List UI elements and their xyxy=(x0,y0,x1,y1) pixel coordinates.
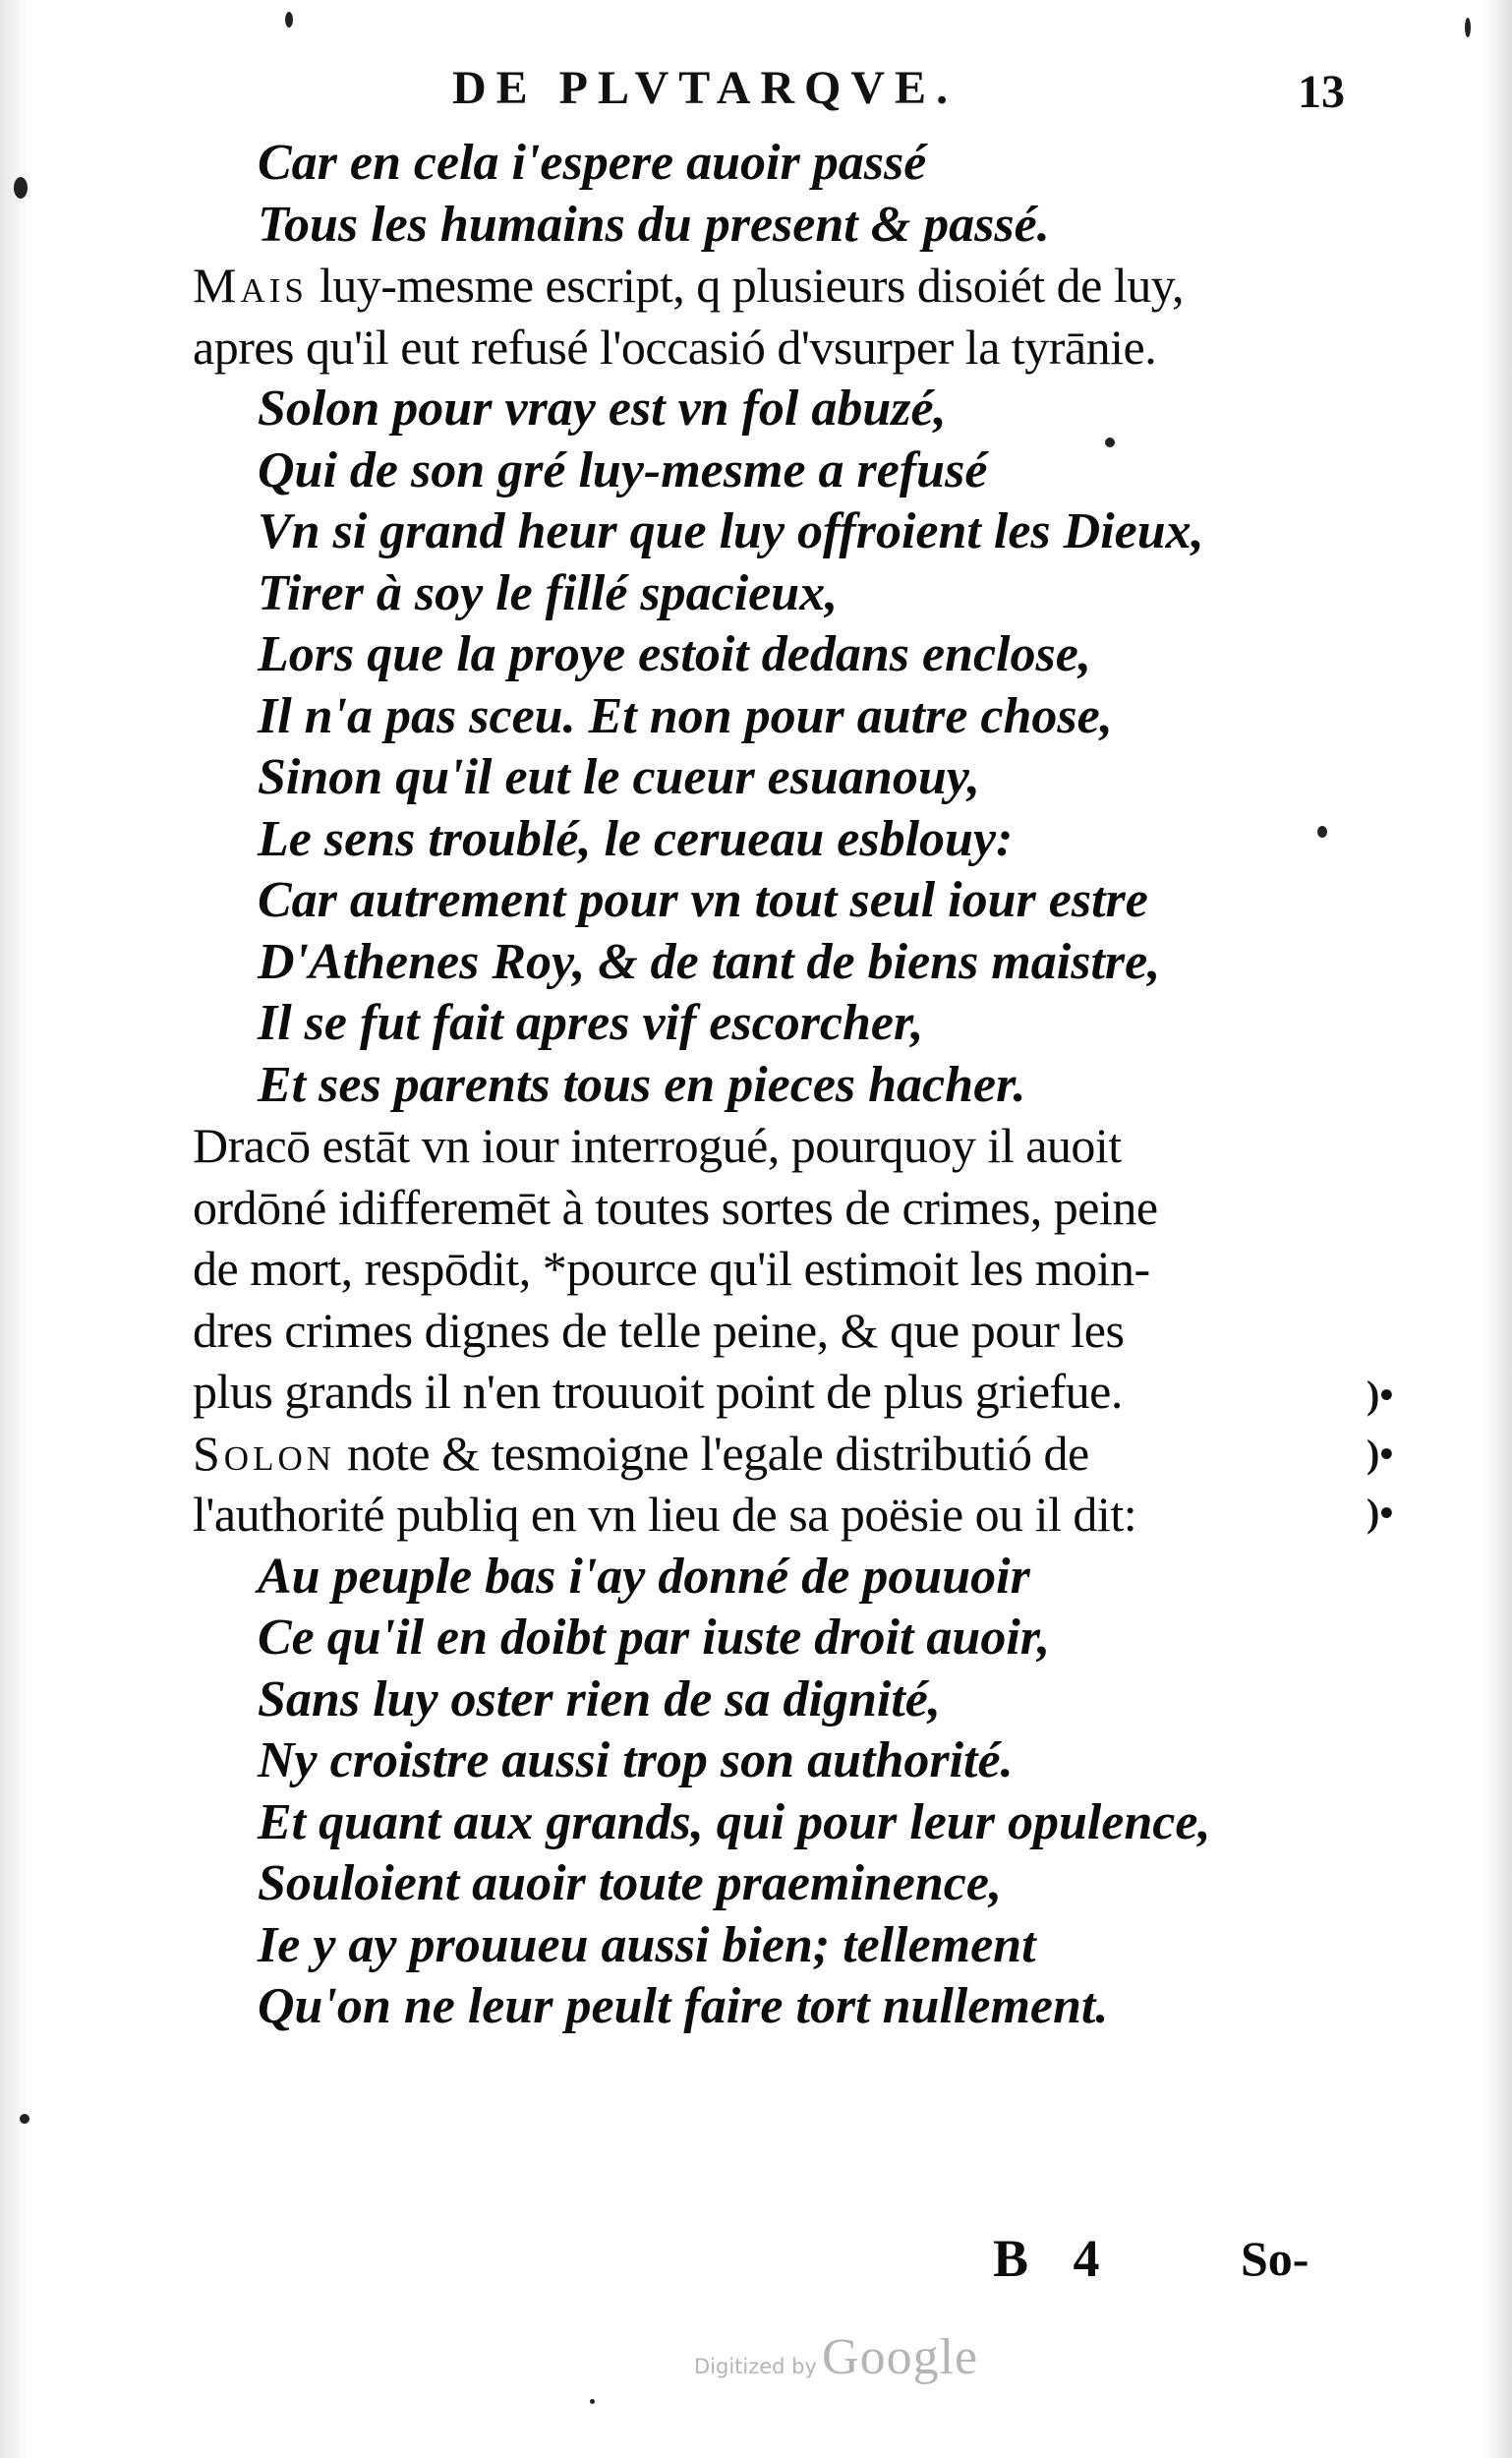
line-text: Vn si grand heur que luy offroient les Dieux, xyxy=(258,503,1204,559)
prose-line xyxy=(193,319,1157,375)
verse-line xyxy=(258,1056,1026,1113)
line-text: Ny croistre aussi trop son authorité. xyxy=(258,1732,1014,1788)
verse-line xyxy=(258,1978,1109,2034)
verse-line xyxy=(258,1732,1014,1788)
google-logo: Google xyxy=(822,2329,979,2385)
line-text: Le sens troublé, le cerueau esblouy: xyxy=(258,810,1014,867)
line-text: Tous les humains du present & passé. xyxy=(258,196,1050,253)
line-text: Il n'a pas sceu. Et non pour autre chose, xyxy=(258,687,1113,744)
line-text: Ie y ay prouueu aussi bien; tellement xyxy=(258,1916,1036,1973)
line-text: ordōné idifferemēt à toutes sortes de crimes, peine xyxy=(193,1179,1158,1235)
line-text: apres qu'il eut refusé l'occasió d'vsurper la tyrānie. xyxy=(193,319,1157,375)
line-text: plus grands il n'en trouuoit point de plus griefue. xyxy=(193,1364,1123,1419)
verse-line xyxy=(258,1916,1036,1973)
watermark-prefix: Digitized by xyxy=(694,2355,817,2378)
paragraph-lead: Mais xyxy=(193,258,308,313)
verse-line xyxy=(258,749,980,805)
verse-line xyxy=(258,1670,941,1727)
prose-line xyxy=(193,1179,1158,1235)
line-text: luy-mesme escript, q plusieurs disoiét de luy, xyxy=(307,258,1185,313)
line-text: Car en cela i'espere auoir passé xyxy=(258,135,927,191)
running-title: DE PLVTARQVE. xyxy=(452,62,959,114)
prose-line xyxy=(193,1364,1123,1419)
line-text: Car autrement pour vn tout seul iour estre xyxy=(258,872,1148,928)
verse-line xyxy=(258,687,1113,744)
margin-quote-mark: )• xyxy=(1367,1491,1394,1535)
verse-line xyxy=(258,1609,1051,1666)
verse-line xyxy=(258,933,1161,990)
verse-line xyxy=(258,1855,1002,1911)
line-text: D'Athenes Roy, & de tant de biens maistre, xyxy=(258,933,1161,990)
line-text: Qui de son gré luy-mesme a refusé xyxy=(258,441,988,498)
line-text: Solon pour vray est vn fol abuzé, xyxy=(258,380,947,437)
line-text: Dracō estāt vn iour interrogué, pourquoy il auoit xyxy=(193,1118,1122,1173)
ink-speck xyxy=(1465,18,1471,37)
verse-line xyxy=(258,1793,1211,1850)
margin-quote-mark: )• xyxy=(1367,1432,1394,1476)
line-text: Et quant aux grands, qui pour leur opulence, xyxy=(258,1793,1211,1850)
verse-line xyxy=(258,196,1050,253)
line-text: Qu'on ne leur peult faire tort nullement. xyxy=(258,1978,1109,2034)
left-page-edge xyxy=(0,0,29,2458)
verse-line xyxy=(258,1548,1030,1605)
verse-line xyxy=(258,380,947,437)
line-text: Au peuple bas i'ay donné de pouuoir xyxy=(258,1548,1030,1605)
ink-speck xyxy=(1105,438,1115,447)
prose-line xyxy=(193,258,1185,313)
page-number: 13 xyxy=(1298,66,1345,118)
catchword: So- xyxy=(1241,2231,1309,2286)
verse-line xyxy=(258,995,924,1051)
line-text: Tirer à soy le fillé spacieux, xyxy=(258,564,839,621)
prose-line xyxy=(193,1425,1089,1481)
line-text: Et ses parents tous en pieces hacher. xyxy=(258,1056,1026,1113)
line-text: Il se fut fait apres vif escorcher, xyxy=(258,995,924,1051)
verse-line xyxy=(258,564,839,621)
line-text: Sans luy oster rien de sa dignité, xyxy=(258,1670,941,1727)
line-text: Ce qu'il en doibt par iuste droit auoir, xyxy=(258,1609,1051,1666)
digitization-watermark xyxy=(694,2328,978,2386)
line-text: note & tesmoigne l'egale distributió de xyxy=(335,1425,1089,1481)
right-page-edge xyxy=(1483,0,1512,2458)
verse-line xyxy=(258,626,1091,682)
ink-speck xyxy=(285,12,293,28)
verse-line xyxy=(258,135,927,191)
prose-line xyxy=(193,1487,1137,1542)
ink-speck xyxy=(590,2399,595,2404)
line-text: Souloient auoir toute praeminence, xyxy=(258,1855,1002,1911)
prose-line xyxy=(193,1241,1150,1296)
line-text: l'authorité publiq en vn lieu de sa poësie ou il dit: xyxy=(193,1487,1137,1542)
margin-quote-mark: )• xyxy=(1367,1373,1394,1417)
verse-line xyxy=(258,503,1204,559)
verse-line xyxy=(258,810,1014,867)
paragraph-lead: Solon xyxy=(193,1425,336,1481)
ink-speck xyxy=(1317,826,1327,838)
verse-line xyxy=(258,872,1148,928)
prose-line xyxy=(193,1302,1125,1358)
line-text: Lors que la proye estoit dedans enclose, xyxy=(258,626,1091,682)
line-text: de mort, respōdit, *pource qu'il estimoit les moin- xyxy=(193,1241,1150,1296)
line-text: Sinon qu'il eut le cueur esuanouy, xyxy=(258,749,980,805)
prose-line xyxy=(193,1118,1122,1173)
ink-speck xyxy=(14,177,28,199)
verse-line xyxy=(258,441,988,498)
ink-speck xyxy=(20,2114,29,2124)
signature-mark: B 4 xyxy=(993,2229,1116,2288)
line-text: dres crimes dignes de telle peine, & que pour les xyxy=(193,1302,1125,1358)
